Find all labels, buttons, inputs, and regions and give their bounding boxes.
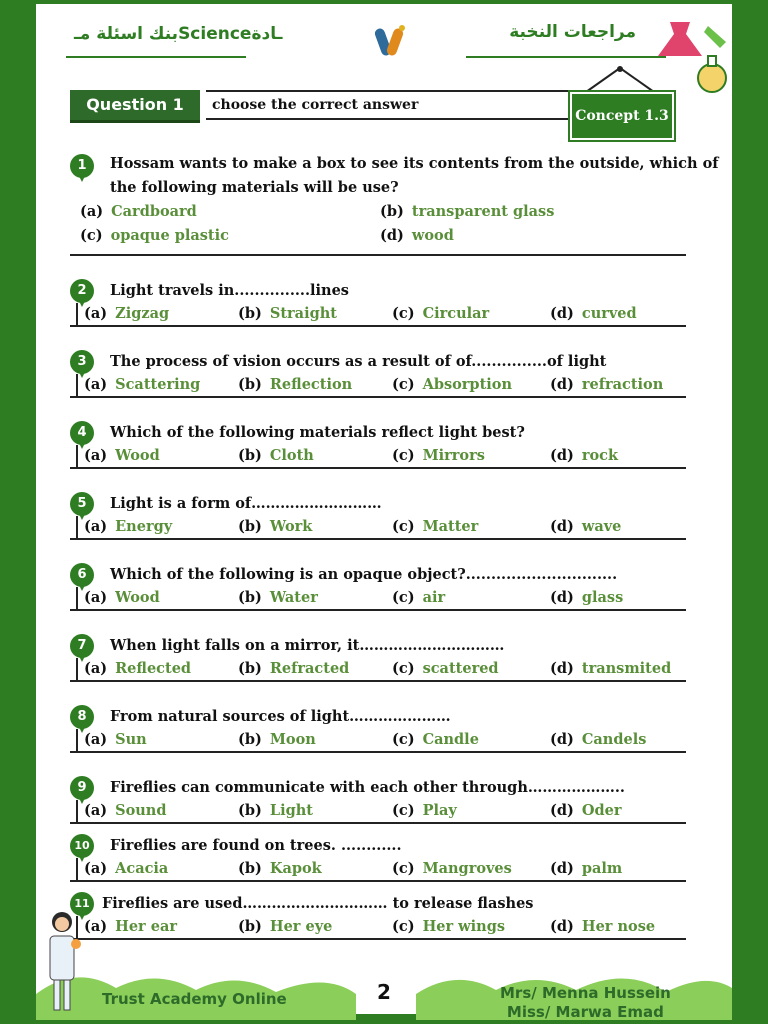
option-a[interactable]: (a) Sound <box>84 802 167 819</box>
option-c[interactable]: (c) scattered <box>392 660 499 677</box>
options-row <box>76 729 686 751</box>
question-text: The process of vision occurs as a result of of...............of light <box>110 353 607 370</box>
option-a[interactable]: (a) Acacia <box>84 860 169 877</box>
question-text: When light falls on a mirror, it………………………… <box>110 637 505 654</box>
footer-academy-name: Trust Academy Online <box>102 990 287 1008</box>
question-item <box>70 682 686 753</box>
options-row <box>76 658 686 680</box>
header-title-left: بنك اسئلة مـScienceـادة <box>74 24 283 44</box>
option-d[interactable]: (d) glass <box>550 589 624 606</box>
option-c[interactable]: (c) air <box>392 589 446 606</box>
flask-icon <box>652 12 732 96</box>
question-item <box>70 882 686 940</box>
option-d[interactable]: (d) Her nose <box>550 918 656 935</box>
options-row <box>76 916 686 938</box>
question-number: 6 <box>70 563 94 587</box>
concept-hanger-icon <box>582 66 658 94</box>
question-text: Light travels in...............lines <box>110 282 349 299</box>
option-d[interactable]: (d) curved <box>550 305 637 322</box>
option-d[interactable]: (d) Oder <box>550 802 622 819</box>
options-row <box>76 303 686 325</box>
option-a[interactable]: (a) Reflected <box>84 660 192 677</box>
question-text: Which of the following materials reflect light best? <box>110 424 525 441</box>
question-item <box>70 469 686 540</box>
question-item <box>70 398 686 469</box>
option-a[interactable]: (a) Her ear <box>84 918 177 935</box>
option-a[interactable]: (a) Scattering <box>84 376 201 393</box>
question-number: 5 <box>70 492 94 516</box>
question-text: Light is a form of……………………… <box>110 495 382 512</box>
option-b[interactable]: (b) Refracted <box>238 660 350 677</box>
option-b[interactable]: (b) Light <box>238 802 313 819</box>
option-d[interactable]: (d) palm <box>550 860 623 877</box>
question-text: Which of the following is an opaque object?.............................. <box>110 566 618 583</box>
question-badge: Question 1 <box>70 90 200 123</box>
question-item <box>70 824 686 882</box>
options-row <box>76 858 686 880</box>
question-text: From natural sources of light………………… <box>110 708 451 725</box>
question-text: Fireflies are used………………………… to release flashes <box>102 895 534 912</box>
question-item <box>70 327 686 398</box>
option-c[interactable]: (c) Absorption <box>392 376 512 393</box>
option-a[interactable]: (a) Cardboard <box>80 203 197 220</box>
option-c[interactable]: (c) Candle <box>392 731 479 748</box>
option-c[interactable]: (c) opaque plastic <box>80 227 229 244</box>
question-number: 3 <box>70 350 94 374</box>
option-c[interactable]: (c) Play <box>392 802 457 819</box>
teacher-name-1: Mrs/ Menna Hussein <box>500 984 671 1002</box>
worksheet-page <box>36 4 732 1020</box>
option-c[interactable]: (c) Matter <box>392 518 479 535</box>
header-rule-left <box>66 56 246 58</box>
question-number: 8 <box>70 705 94 729</box>
header-title-right: مراجعات النخبة <box>509 22 636 42</box>
option-c[interactable]: (c) Her wings <box>392 918 506 935</box>
footer-teachers <box>500 984 671 1020</box>
question-text-line2: the following materials will be use? <box>110 179 399 196</box>
question-text: Fireflies are found on trees. ............ <box>110 837 402 854</box>
question-number: 9 <box>70 776 94 800</box>
option-b[interactable]: (b) Her eye <box>238 918 333 935</box>
question-item <box>70 540 686 611</box>
option-b[interactable]: (b) Work <box>238 518 313 535</box>
option-d[interactable]: (d) rock <box>550 447 619 464</box>
question-item <box>70 611 686 682</box>
teacher-name-2: Miss/ Marwa Emad <box>506 1003 664 1020</box>
options-row <box>76 587 686 609</box>
option-c[interactable]: (c) Circular <box>392 305 490 322</box>
option-c[interactable]: (c) Mangroves <box>392 860 512 877</box>
option-a[interactable]: (a) Wood <box>84 589 160 606</box>
option-b[interactable]: (b) Kapok <box>238 860 322 877</box>
option-b[interactable]: (b) Moon <box>238 731 316 748</box>
question-text: Fireflies can communicate with each other through……………….. <box>110 779 625 796</box>
options-grid <box>76 200 686 248</box>
question-list <box>70 148 719 940</box>
cross-logo-icon <box>372 22 408 62</box>
option-d[interactable]: (d) transmited <box>550 660 672 677</box>
question-text: Hossam wants to make a box to see its contents from the outside, which of <box>110 155 719 172</box>
question-item <box>70 753 686 824</box>
option-d[interactable]: (d) Candels <box>550 731 647 748</box>
option-a[interactable]: (a) Wood <box>84 447 160 464</box>
instruction-text: choose the correct answer <box>206 90 572 120</box>
option-b[interactable]: (b) transparent glass <box>380 203 555 220</box>
option-b[interactable]: (b) Cloth <box>238 447 314 464</box>
question-number: 4 <box>70 421 94 445</box>
question-item <box>70 148 719 256</box>
option-a[interactable]: (a) Sun <box>84 731 147 748</box>
option-d[interactable]: (d) wave <box>550 518 622 535</box>
options-row <box>76 445 686 467</box>
option-b[interactable]: (b) Reflection <box>238 376 353 393</box>
teacher-illustration-icon <box>38 908 86 1018</box>
option-c[interactable]: (c) Mirrors <box>392 447 485 464</box>
header-rule-right <box>466 56 666 58</box>
option-a[interactable]: (a) Energy <box>84 518 173 535</box>
question-number: 2 <box>70 279 94 303</box>
concept-badge: Concept 1.3 <box>570 92 674 140</box>
page-number: 2 <box>377 980 391 1004</box>
question-number: 1 <box>70 154 94 178</box>
option-d[interactable]: (d) refraction <box>550 376 664 393</box>
question-number: 7 <box>70 634 94 658</box>
question-item <box>70 256 686 327</box>
question-number: 11 <box>70 892 94 916</box>
option-d[interactable]: (d) wood <box>380 227 454 244</box>
question-number: 10 <box>70 834 94 858</box>
option-a[interactable]: (a) Zigzag <box>84 305 170 322</box>
option-b[interactable]: (b) Water <box>238 589 318 606</box>
options-row <box>76 374 686 396</box>
option-b[interactable]: (b) Straight <box>238 305 337 322</box>
options-row <box>76 516 686 538</box>
options-row <box>76 800 686 822</box>
